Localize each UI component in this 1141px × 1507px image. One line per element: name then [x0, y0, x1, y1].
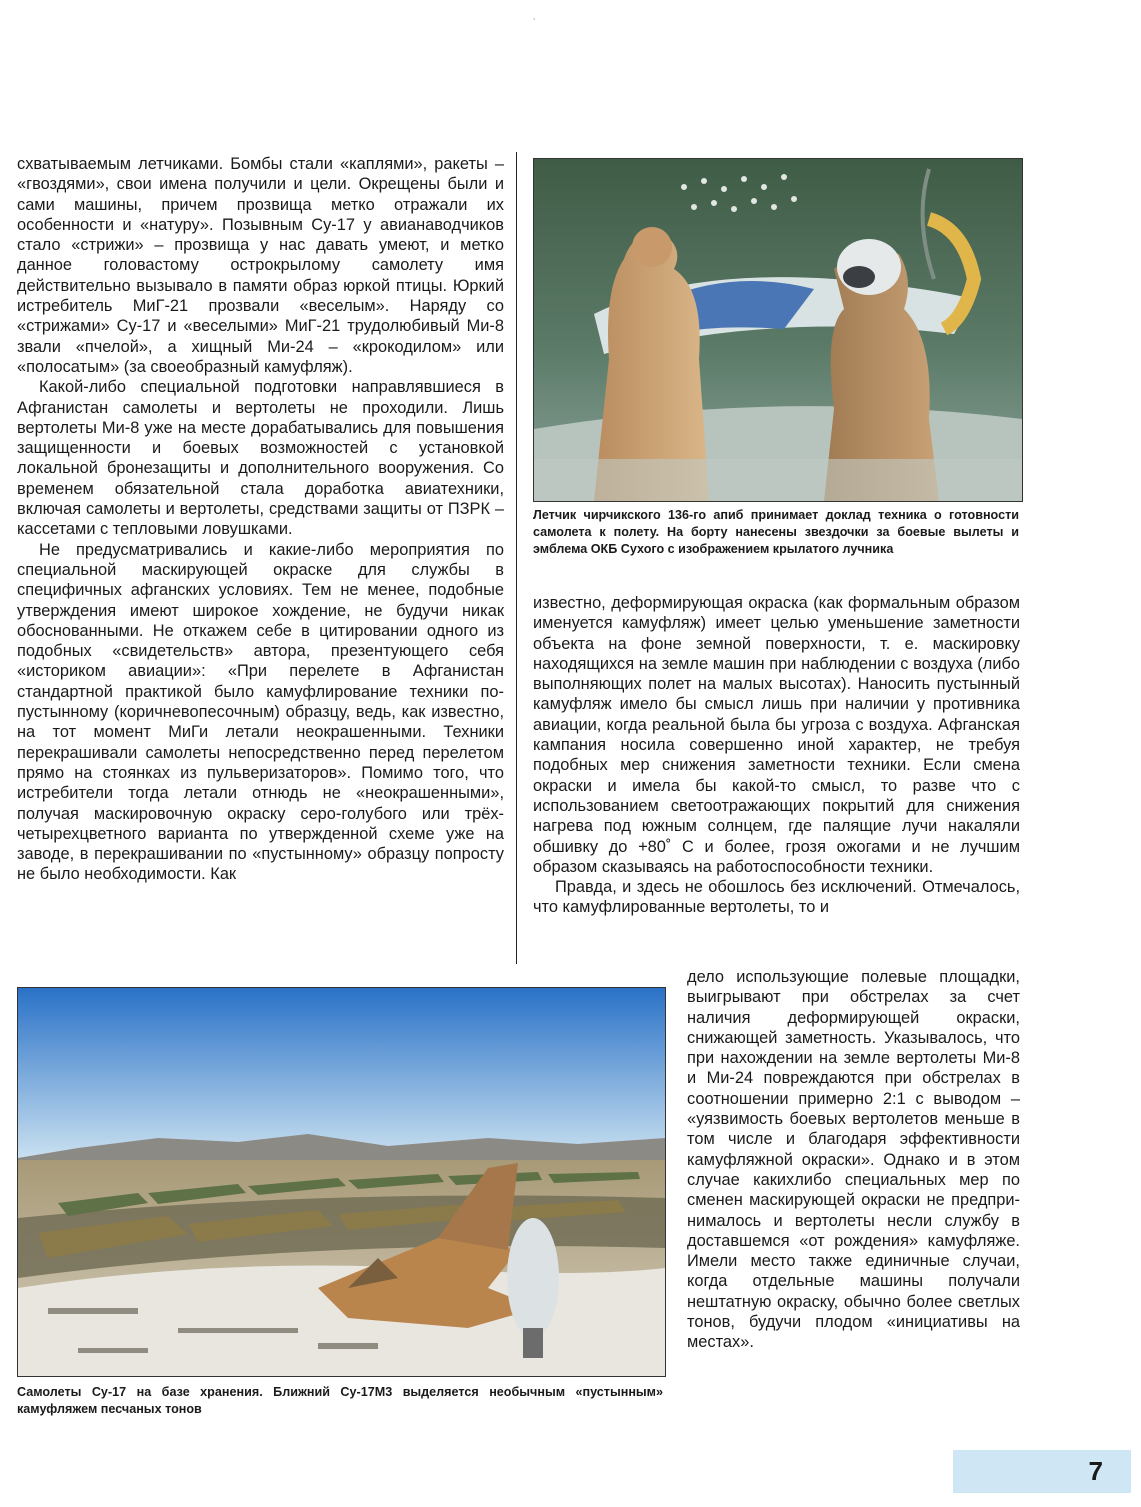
narrow-column [687, 967, 1020, 1353]
left-column [17, 154, 504, 885]
left-paragraph-1: схватываемым летчиками. Бомбы стали «каплями», ракеты – «гвоздями», свои имена получили и цели. Окрещены были и сами машины, причем прозвища метко отражали их особенности и «натуру». Позывным Су-17 у авианаводчиков стало «стрижи» – прозвища у нас давать умеют, и метко данное головастому острокрылому самолету имя действительно вызывало в памяти образ юркой птицы. Юркий истребитель МиГ-21 прозвали «веселым». Наряду со «стрижами» Су-17 и «веселыми» МиГ-21 трудолюбивый Ми-8 звали «пчелой», а хищный Ми-24 – «крокодилом» или «полосатым» (за своеобразный камуфляж). [17, 155, 504, 376]
photo-top-caption: Летчик чирчикского 136-го апиб принимает доклад техника о готовности самолета к полету. На борту нанесены звездочки за боевые вылеты и эмблема ОКБ Сухого с изображением крылатого лучника [533, 508, 1019, 556]
column-divider [516, 152, 517, 964]
photo-pilot-and-technician [533, 158, 1023, 502]
page-number-box [953, 1450, 1131, 1493]
narrow-paragraph: дело использующие полевые площадки, выигрывают при обстрелах за счет наличия деформирующей окраски, снижающей заметность. Указывалось, что при нахождении на земле вертолеты Ми-8 и Ми-24 повреждаются при обстрелах в соотношении примерно 2:1 с выводом – «уязвимость боевых вертолетов меньше в том числе и благодаря эффективности камуфляжной окраски». Однако и в этом случае какихлибо специальных мер по сменен маскирующей окраски не предпринималось и вертолеты несли службу в доставшемся «от рождения» камуфляже. Имели место также единичные случаи, когда отдельные машины получали нештатную окраску, обычно более светлых тонов, будучи плодом «инициативы на местах». [687, 968, 1020, 1352]
left-paragraph-2: Какой-либо специальной подготовки направлявшиеся в Афганистан самолеты и вертолеты не проходили. Лишь вертолеты Ми-8 уже на месте дорабатывались для повышения защищенности и боевых возможностей с установкой локальной бронезащиты и дополнительного вооружения. Со временем обязательной стала доработка авиатехники, включая самолеты и вертолеты, средствами защиты от ПЗРК – кассетами с тепловыми ловушками. [17, 378, 504, 539]
photo-pilot-image [534, 159, 1022, 501]
photo-storage-image [18, 988, 665, 1376]
photo-bottom-caption: Самолеты Су-17 на базе хранения. Ближний Су-17М3 выделяется необычным «пустынным» камуфляжем песчаных тонов [17, 1385, 663, 1416]
right-paragraph-1: известно, деформирующая окраска (как формальным образом именуется камуфляж) имеет целью уменьшение заметности объекта на фоне земной поверхности, т. е. маскировку находящихся на земле машин при наблюдении с воздуха (либо выполняющих полет на малых высотах). Наносить пустынный камуфляж имело бы смысл лишь при наличии у противника авиации, когда реальной была бы угроза с воздуха. Афганская кампания носила совершенно иной характер, не требуя подобных мер снижения заметности техники. Если смена окраски и имела бы какой-то смысл, то разве что с использованием светоотражающих покрытий для снижения нагрева под южным солнцем, где палящие лучи накаляли обшивку до +80˚ С и более, грозя ожогами и не лучшим образом сказываясь на работоспособности техники. [533, 594, 1020, 876]
right-column [533, 593, 1020, 918]
right-paragraph-2: Правда, и здесь не обошлось без исключений. Отмечалось, что камуфлированные вертолеты, то и [533, 878, 1020, 917]
page-number: 7 [1088, 1456, 1103, 1486]
photo-su17-storage-base [17, 987, 666, 1377]
print-mark: , [533, 12, 536, 21]
left-paragraph-3: Не предусматривались и какие-либо мероприятия по специальной маскирующей окраске для службы в специфичных афганских условиях. Тем не менее, подобные утверждения имеют широкое хождение, не будучи никак обоснованными. Не откажем себе в цитировании одного из подобных «свидетельств» автора, презентующего себя «историком авиации»: «При перелете в Афганистан стандартной практикой было камуфлирование техники по-пустынному (коричневопесочным) образцу, ведь, как известно, на тот момент МиГи летали неокрашенными. Техники перекрашивали самолеты непосредственно перед перелетом прямо на стоянках из пульверизаторов». Помимо того, что истребители тогда летали отнюдь не «неокрашенными», получая маскировочную окраску серо-голубого или трёх-четырехцветного варианта по утвержденной схеме уже на заводе, в перекрашивании по «пустынному» образцу попросту не было необходимости. Как [17, 540, 504, 884]
